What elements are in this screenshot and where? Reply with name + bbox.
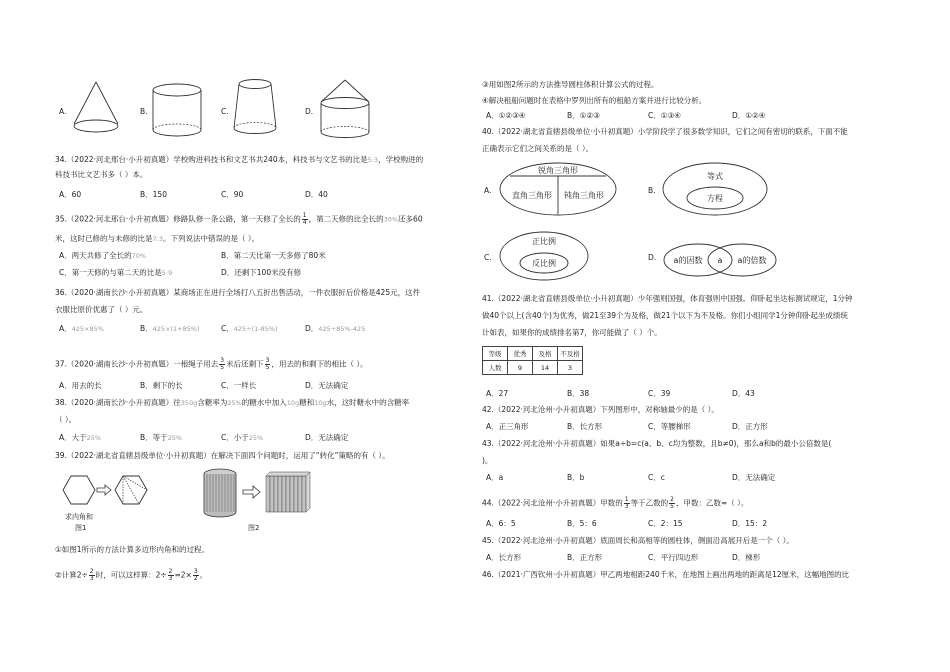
q35-fraction: $\frac{1}{4}$ [302, 212, 307, 226]
q44-text: 44.（2022·河北沧州·小升初真题）甲数的 $\frac{1}{3}$ 等于乙数的 $\frac{2}{5}$ ，甲数：乙数=（ ）。 [482, 496, 749, 510]
q37-option-a[interactable]: A．用去的长 [59, 381, 102, 390]
q43-option-d[interactable]: D．无法确定 [732, 473, 776, 482]
q42-option-d[interactable]: D．正方形 [732, 422, 768, 431]
table-header-row: 等级 优秀 及格 不及格 [483, 347, 583, 361]
q34-option-d[interactable]: D．40 [305, 190, 328, 199]
q44-fraction-1: $\frac{1}{3}$ [624, 496, 629, 510]
q37-fraction-1: $\frac{3}{5}$ [220, 357, 225, 371]
q36-option-a[interactable]: A．425×85% [59, 324, 104, 333]
q43-option-a[interactable]: A．a [486, 473, 504, 482]
polygon-transform-figure [59, 470, 159, 518]
cylinder-slicing-figure [198, 466, 318, 524]
cone-on-cylinder-figure [315, 78, 375, 144]
q37-fraction-2: $\frac{3}{5}$ [265, 357, 270, 371]
q39-item-4: ④解决租船问题时在表格中罗列出所有的租船方案并进行比较分析。 [482, 96, 707, 105]
q37-option-b[interactable]: B．剩下的长 [140, 381, 183, 390]
q38-text-line1: 38.（2020·湖南长沙·小升初真题）往350g含糖率为25%的糖水中加入10g糖和10g水，这时糖水中的含糖率 [55, 398, 410, 407]
q41-option-b[interactable]: B．38 [567, 389, 590, 398]
q40-text-line2: 正确表示它们之间关系的是（ ）。 [482, 144, 594, 153]
q43-option-c[interactable]: C．c [648, 473, 665, 482]
q36-text-line1: 36.（2020·湖南长沙·小升初真题）某商场正在进行全场打八五折出售活动，一件衣服折后价格是425元，这件 [55, 288, 421, 297]
q41-text-line3: 计如表，如果你的成绩排名第7，你可能做了（ ）个。 [482, 328, 662, 337]
q42-text: 42.（2022·河北沧州·小升初真题）下列图形中，对称轴最少的是（ ）。 [482, 405, 719, 414]
equation-label: 等式 [707, 172, 723, 181]
q38-text-line2: （ ）。 [55, 415, 77, 424]
q44-option-b[interactable]: B．5：6 [567, 519, 597, 528]
q45-option-d[interactable]: D．梯形 [732, 553, 761, 562]
figure1-caption-a: 求内角和 [65, 513, 93, 521]
q45-option-b[interactable]: B．正方形 [567, 553, 603, 562]
q43-text-line2: )。 [482, 456, 493, 465]
shape-option-c-label: C. [221, 107, 229, 116]
q37-option-c[interactable]: C．一样长 [221, 381, 257, 390]
q35-option-d[interactable]: D．还剩下100米没有修 [221, 268, 302, 277]
q37-text-line: 37.（2020·湖南长沙·小升初真题）一根绳子用去 $\frac{3}{5}$ 米后还剩下 $\frac{3}{5}$ ，用去的和剩下的相比（ ）。 [55, 357, 368, 371]
q39-option-c[interactable]: C．①③④ [648, 111, 681, 120]
right-triangle-label: 直角三角形 [512, 191, 552, 200]
q40-option-c-label[interactable]: C. [484, 253, 492, 262]
q35-text-line2: 米，这时已修的与未修的比是7:3。下列说法中错误的是（ ）。 [55, 234, 260, 243]
q39-item-1: ①如图1所示的方法计算多边形内角和的过程。 [55, 545, 209, 554]
q34-text-line1: 34.（2022·河北邢台·小升初真题）学校购进科技书和文艺书共240本，科技书与文艺书的比是5:3，学校购进的 [55, 155, 424, 164]
q41-option-a[interactable]: A．27 [486, 389, 509, 398]
q39-option-a[interactable]: A．①②③④ [486, 111, 526, 120]
q34-option-a[interactable]: A．60 [59, 190, 82, 199]
q45-option-a[interactable]: A．长方形 [486, 553, 522, 562]
multiple-label: a的倍数 [737, 256, 767, 265]
q41-score-table [482, 346, 583, 375]
direct-proportion-label: 正比例 [532, 237, 556, 246]
q40-venn-c [496, 228, 592, 284]
q43-text-line1: 43.（2022·河北沧州·小升初真题）如果a÷b=c(a、b、c均为整数，且b≠0)，那么a和b的最小公倍数是( [482, 439, 832, 448]
obtuse-triangle-label: 钝角三角形 [564, 191, 604, 200]
q41-text-line2: 做40个以上(含40个)为优秀，做21至39个为及格，做21个以下为不及格。你们小组同学1分钟仰卧起坐成绩统 [482, 311, 848, 320]
frustum-figure [230, 78, 280, 140]
q35-option-b[interactable]: B．第二天比第一天多修了80米 [221, 251, 326, 260]
q39-option-d[interactable]: D．①②④ [732, 111, 766, 120]
q38-option-d[interactable]: D．无法确定 [305, 433, 349, 442]
q34-option-b[interactable]: B．150 [140, 190, 167, 199]
q41-option-c[interactable]: C．39 [648, 389, 671, 398]
q40-option-a-label[interactable]: A. [484, 186, 492, 195]
q34-option-c[interactable]: C．90 [221, 190, 244, 199]
q46-text: 46.（2021·广西钦州·小升初真题）甲乙两地相距240千米，在地图上画出两地的距离是12厘米，这幅地图的比 [482, 570, 850, 579]
figure2-caption: 图2 [248, 524, 260, 532]
q45-option-c[interactable]: C．平行四边形 [648, 553, 699, 562]
q35-text-line1: 35.（2022·河北邢台·小升初真题）修路队修一条公路，第一天修了全长的 $\frac{1}{4}$ ，第二天修的比全长的30%还多60 [55, 212, 423, 226]
cone-figure [70, 80, 122, 138]
inverse-proportion-label: 反比例 [532, 259, 556, 268]
q37-option-d[interactable]: D．无法确定 [305, 381, 349, 390]
q40-venn-b [660, 160, 770, 218]
q43-option-b[interactable]: B．b [567, 473, 585, 482]
q40-option-b-label[interactable]: B. [648, 186, 656, 195]
figure1-caption-b: 图1 [75, 524, 87, 532]
q39-item-2: ②计算2÷ $\frac{2}{3}$ 时，可以这样算：2÷ $\frac{2}{3}$ =2× $\frac{3}{2}$ 。 [55, 568, 208, 582]
q40-text-line1: 40.（2022·湖北省直辖县级单位·小升初真题）小学阶段学了很多数学知识，它们之间有密切的联系，下面不能 [482, 127, 848, 136]
q34-text-line2: 科技书比文艺书多（ ）本。 [55, 170, 148, 179]
q40-venn-a [494, 160, 622, 218]
q44-option-a[interactable]: A．6：5 [486, 519, 516, 528]
q44-option-c[interactable]: C．2：15 [648, 519, 683, 528]
q40-venn-d [660, 240, 780, 280]
q36-option-d[interactable]: D．425÷85%-425 [305, 324, 366, 333]
q38-option-b[interactable]: B．等于25% [140, 433, 183, 442]
q35-option-c[interactable]: C．第一天修的与第二天的比是5:9 [59, 268, 173, 277]
q39-text: 39.（2022·湖北省直辖县级单位·小升初真题）在解决下面四个问题时，运用了“转化”策略的有（ ）。 [55, 451, 390, 460]
acute-triangle-label: 锐角三角形 [538, 166, 578, 175]
q39-option-b[interactable]: B．①②③ [567, 111, 600, 120]
q40-option-d-label[interactable]: D. [648, 253, 657, 262]
q38-option-c[interactable]: C．小于25% [221, 433, 264, 442]
intersection-label: a [717, 256, 723, 265]
q42-option-b[interactable]: B．长方形 [567, 422, 603, 431]
q44-fraction-2: $\frac{2}{5}$ [670, 496, 674, 510]
q36-text-line2: 衣服比原价优惠了（ ）元。 [55, 305, 148, 314]
q35-option-a[interactable]: A．两天共修了全长的70% [59, 251, 147, 260]
table-row: 人数 9 14 3 [483, 361, 583, 375]
q41-option-d[interactable]: D．43 [732, 389, 755, 398]
q36-option-c[interactable]: C．425÷(1-85%) [221, 324, 278, 333]
shape-option-d-label: D. [305, 107, 314, 116]
q34-ratio: 5:3 [367, 156, 379, 164]
q36-option-b[interactable]: B．425×(1+85%) [140, 324, 200, 333]
cylinder-figure [149, 82, 205, 142]
shape-option-b-label: B. [140, 107, 148, 116]
q39-item-3: ③用如图2所示的方法推导圆柱体积计算公式的过程。 [482, 80, 659, 89]
q45-text: 45.（2022·河北沧州·小升初真题）底面周长和高相等的圆柱体，侧面沿高展开后是一个（ ）。 [482, 536, 794, 545]
q38-option-a[interactable]: A．大于25% [59, 433, 102, 442]
q41-text-line1: 41.（2022·湖北省直辖县级单位·小升初真题）少年强则国强，体育强则中国强。仰卧起坐达标测试规定，1分钟 [482, 294, 853, 303]
factor-label: a的因数 [673, 256, 703, 265]
q42-option-a[interactable]: A．正三角形 [486, 422, 529, 431]
q44-option-d[interactable]: D．15：2 [732, 519, 768, 528]
formula-label: 方程 [707, 194, 723, 203]
shape-option-a-label: A. [59, 107, 67, 116]
q42-option-c[interactable]: C．等腰梯形 [648, 422, 691, 431]
